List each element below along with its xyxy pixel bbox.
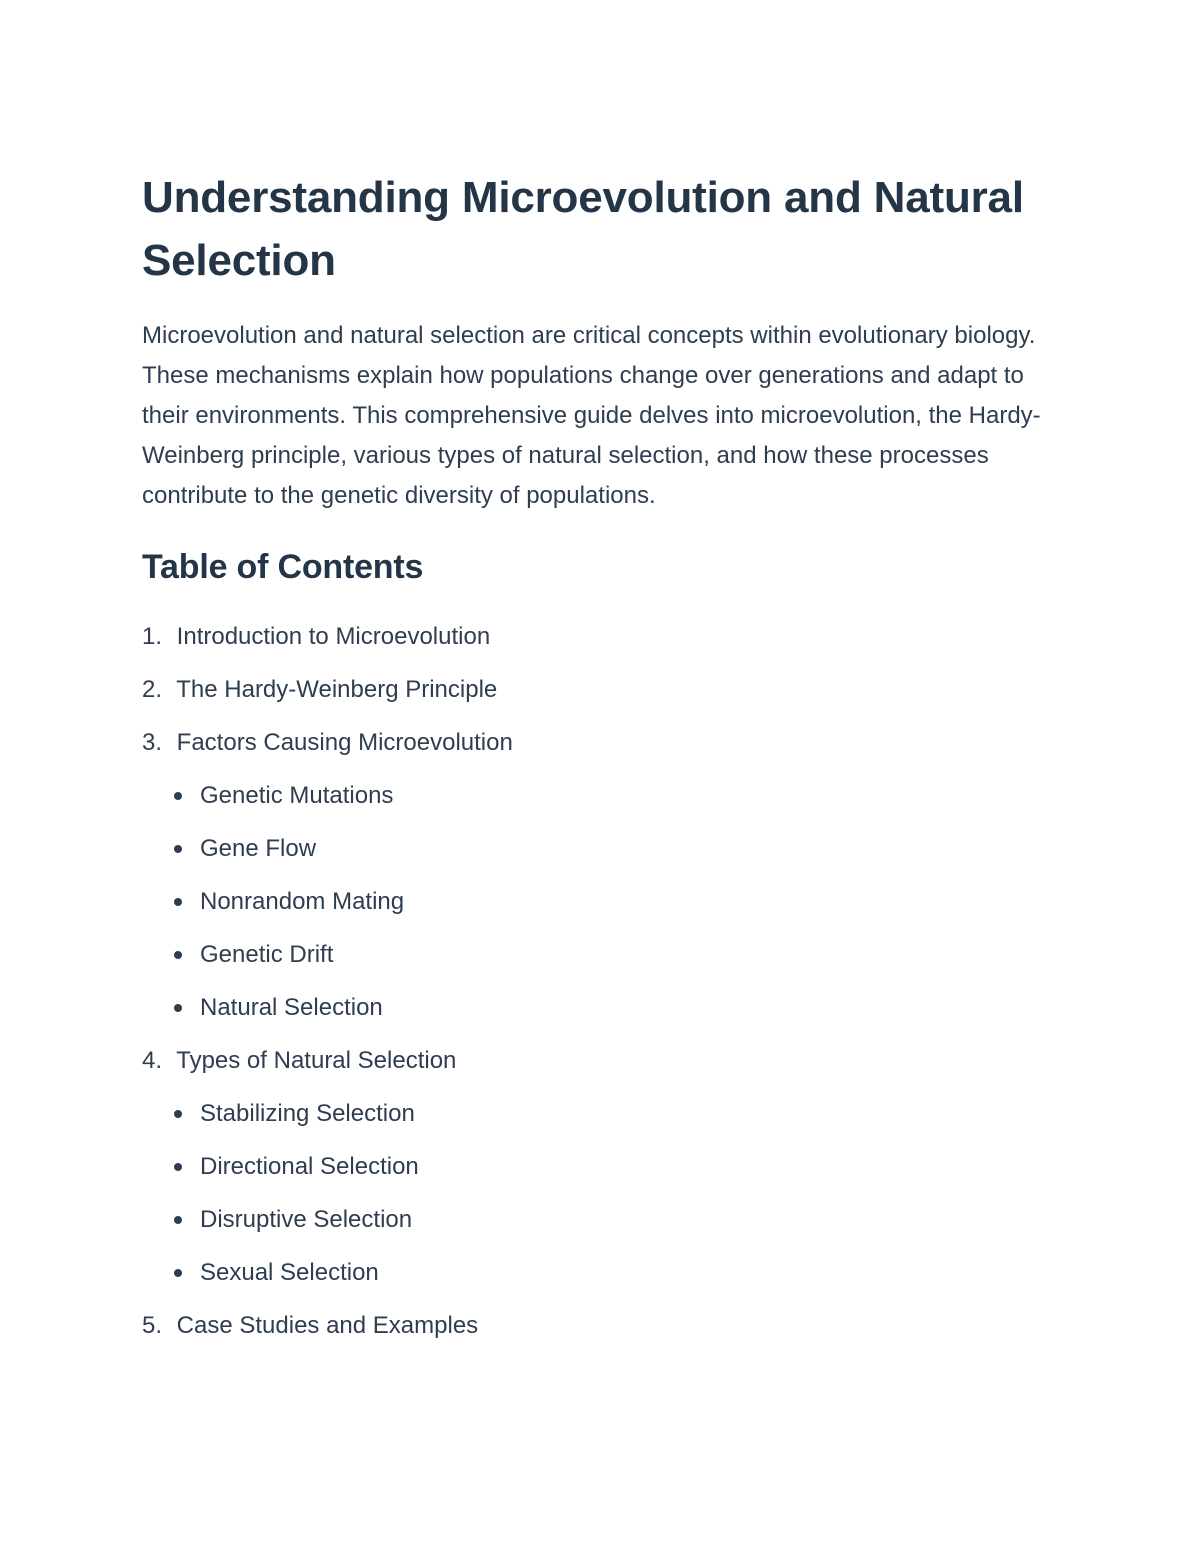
toc-subitem-label: Genetic Drift (200, 941, 334, 968)
toc-item-number: 4. (142, 1047, 163, 1074)
page-title: Understanding Microevolution and Natural Selection (142, 173, 1024, 285)
toc-item-number: 2. (142, 676, 163, 703)
toc-subitem (172, 875, 1042, 928)
toc-sublist (142, 769, 1042, 1034)
toc-subitem-label: Disruptive Selection (200, 1206, 413, 1233)
document-page (142, 166, 1042, 1352)
toc-item (142, 610, 1042, 663)
toc-subitem-label: Nonrandom Mating (200, 888, 405, 915)
toc-subitem (172, 769, 1042, 822)
toc-subitem-label: Gene Flow (200, 835, 317, 862)
toc-item (142, 716, 1042, 1034)
bullet-dot (174, 1216, 182, 1224)
bullet-dot (174, 1110, 182, 1118)
toc-item-label: Types of Natural Selection (176, 1047, 457, 1074)
toc-subitem-label: Stabilizing Selection (200, 1100, 415, 1127)
intro-paragraph: Microevolution and natural selection are critical concepts within evolutionary biology. These mechanisms explain how populations change over generations and adapt to their environments. This comprehensive guide delves into microevolution, the Hardy-Weinberg principle, various types of natural selection, and how these processes contribute to the genetic diversity of populations. (142, 322, 1041, 509)
toc-subitem (172, 822, 1042, 875)
toc-subitem (172, 1246, 1042, 1299)
toc-item-label: Factors Causing Microevolution (176, 729, 513, 756)
bullet-dot (174, 1269, 182, 1277)
toc-subitem (172, 981, 1042, 1034)
toc-item (142, 663, 1042, 716)
toc-item (142, 1034, 1042, 1299)
toc-sublist (142, 1087, 1042, 1299)
toc-subitem-label: Natural Selection (200, 994, 383, 1021)
toc-subitem (172, 1087, 1042, 1140)
toc-item-number: 3. (142, 729, 163, 756)
toc-item-label: Introduction to Microevolution (176, 623, 491, 650)
bullet-dot (174, 951, 182, 959)
toc-heading: Table of Contents (142, 548, 424, 586)
toc-item-number: 5. (142, 1312, 163, 1339)
toc-subitem (172, 1193, 1042, 1246)
toc-item (142, 1299, 1042, 1352)
toc-subitem-label: Directional Selection (200, 1153, 419, 1180)
toc-subitem (172, 928, 1042, 981)
bullet-dot (174, 1163, 182, 1171)
toc-item-label: The Hardy-Weinberg Principle (176, 676, 498, 703)
toc-subitem (172, 1140, 1042, 1193)
toc-item-number: 1. (142, 623, 163, 650)
bullet-dot (174, 792, 182, 800)
bullet-dot (174, 845, 182, 853)
table-of-contents (142, 610, 1042, 1352)
bullet-dot (174, 1004, 182, 1012)
bullet-dot (174, 898, 182, 906)
toc-subitem-label: Genetic Mutations (200, 782, 394, 809)
toc-subitem-label: Sexual Selection (200, 1259, 379, 1286)
toc-item-label: Case Studies and Examples (176, 1312, 479, 1339)
